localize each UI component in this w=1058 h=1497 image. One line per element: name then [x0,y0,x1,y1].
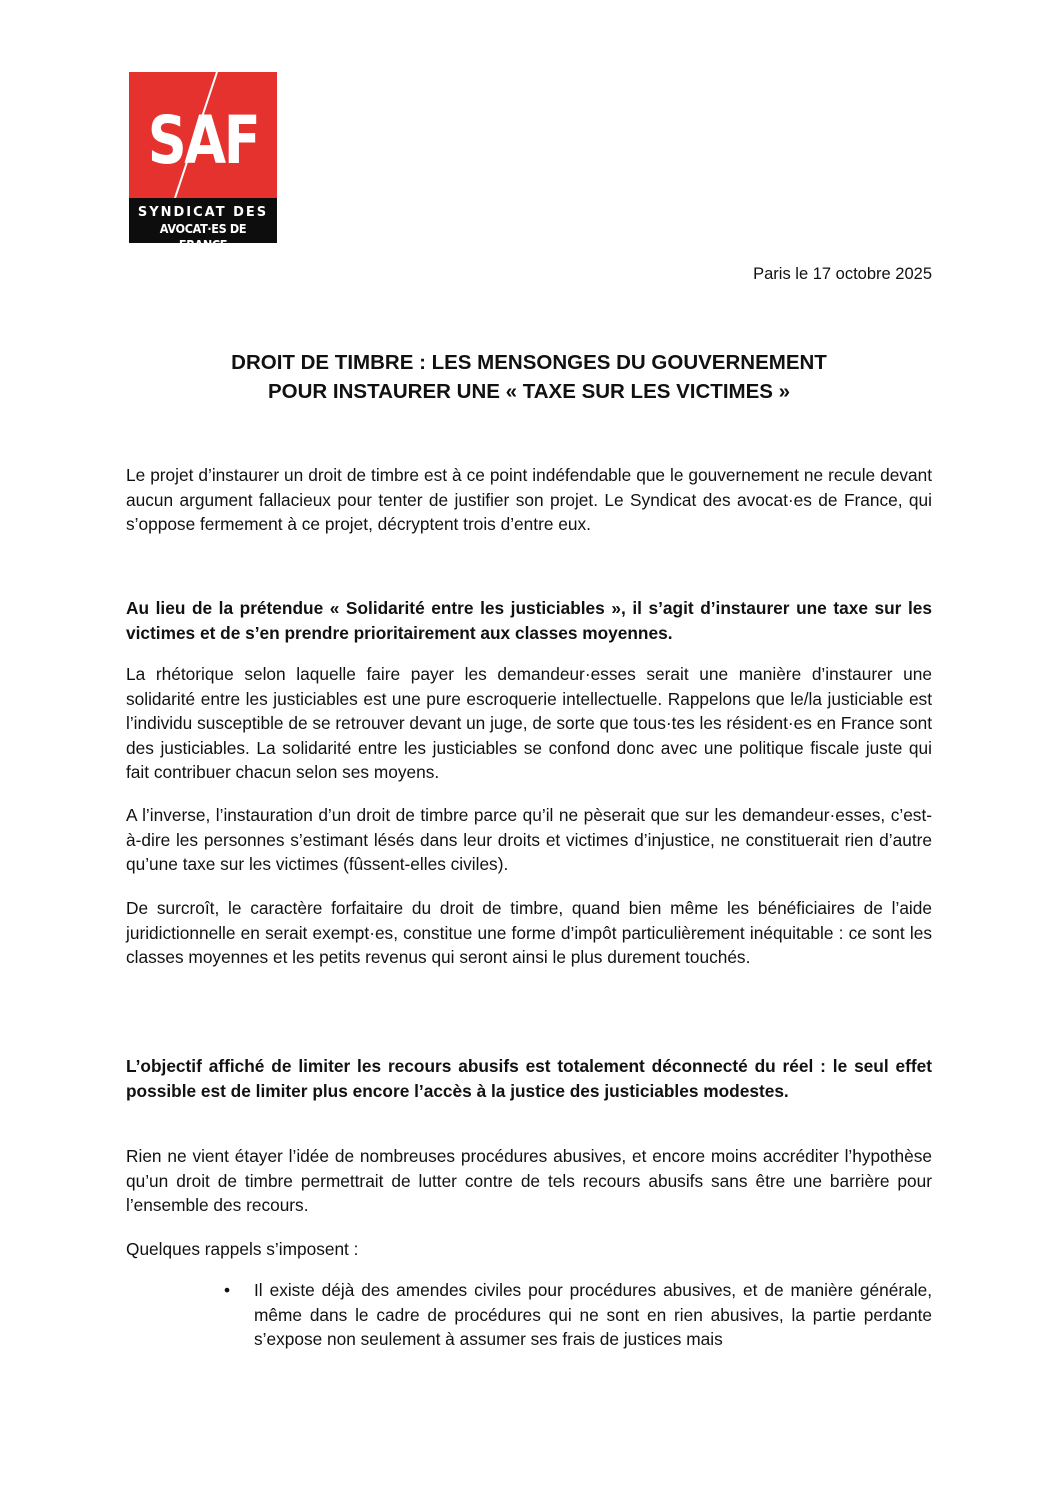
section2-heading: L’objectif affiché de limiter les recours abusifs est totalement déconnecté du réel : le seul effet possible est de limiter plus encore l’accès à la justice des justiciables modestes. [126,1056,932,1101]
logo-black-block [129,198,277,252]
section2-paragraph-2: Quelques rappels s’imposent : [126,1239,359,1259]
document-date: Paris le 17 octobre 2025 [753,265,932,283]
title-line2: POUR INSTAURER UNE « TAXE SUR LES VICTIMES » [267,380,791,403]
bullet-list [222,1278,932,1352]
bullet-icon: • [224,1280,231,1300]
title-line1: DROIT DE TIMBRE : LES MENSONGES DU GOUVERNEMENT [231,351,827,374]
document-title [126,348,932,406]
intro-paragraph: Le projet d’instaurer un droit de timbre est à ce point indéfendable que le gouvernement ne recule devant aucun argument fallacieux pour tenter de justifier son projet. Le Syndicat des avocat·es de France, qui s’oppose fermement à ce projet, décryptent trois d’entre eux. [126,465,932,534]
logo-line2: AVOCAT·ES DE FRANCE [159,221,247,252]
bullet-text: Il existe déjà des amendes civiles pour procédures abusives, et de manière générale, même dans le cadre de procédures qui ne sont en rien abusives, la partie perdante s’expose non seulement à assumer ses frais de justices mais [254,1280,932,1349]
bullet-item [222,1278,932,1352]
section1-heading: Au lieu de la prétendue « Solidarité entre les justiciables », il s’agit d’instaurer une taxe sur les victimes et de s’en prendre prioritairement aux classes moyennes. [126,598,932,643]
section1-paragraph-2: A l’inverse, l’instauration d’un droit de timbre parce qu’il ne pèserait que sur les demandeur·esses, c’est-à-dire les personnes s’estimant lésés dans leur droits et victimes d’injustice, ne constituerait rien d’autre qu’une taxe sur les victimes (fûssent-elles civiles). [126,805,932,874]
logo-red-block [129,72,277,198]
logo-line1: SYNDICAT DES [137,205,269,220]
section2-paragraph-1: Rien ne vient étayer l’idée de nombreuses procédures abusives, et encore moins accréditer l’hypothèse qu’un droit de timbre permettrait de lutter contre de tels recours abusifs sans être une barrière pour l’ensemble des recours. [126,1146,932,1215]
section1-paragraph-3: De surcroît, le caractère forfaitaire du droit de timbre, quand bien même les bénéficiaires de l’aide juridictionnelle en serait exempt·es, constitue une forme d’impôt particulièrement inéquitable : ce sont les classes moyennes et les petits revenus qui seront ainsi le plus durement touchés. [126,898,932,967]
logo-acronym: SAF [147,102,259,179]
section1-paragraph-1: La rhétorique selon laquelle faire payer les demandeur·esses serait une manière d’instaurer une solidarité entre les justiciables est une pure escroquerie intellectuelle. Rappelons que le/la justiciable est l’individu susceptible de se retrouver devant un juge, de sorte que tous·tes les résident·es en France sont des justiciables. La solidarité entre les justiciables se confond donc avec une politique fiscale juste qui fait contribuer chacun selon ses moyens. [126,664,932,782]
saf-logo [129,72,277,252]
